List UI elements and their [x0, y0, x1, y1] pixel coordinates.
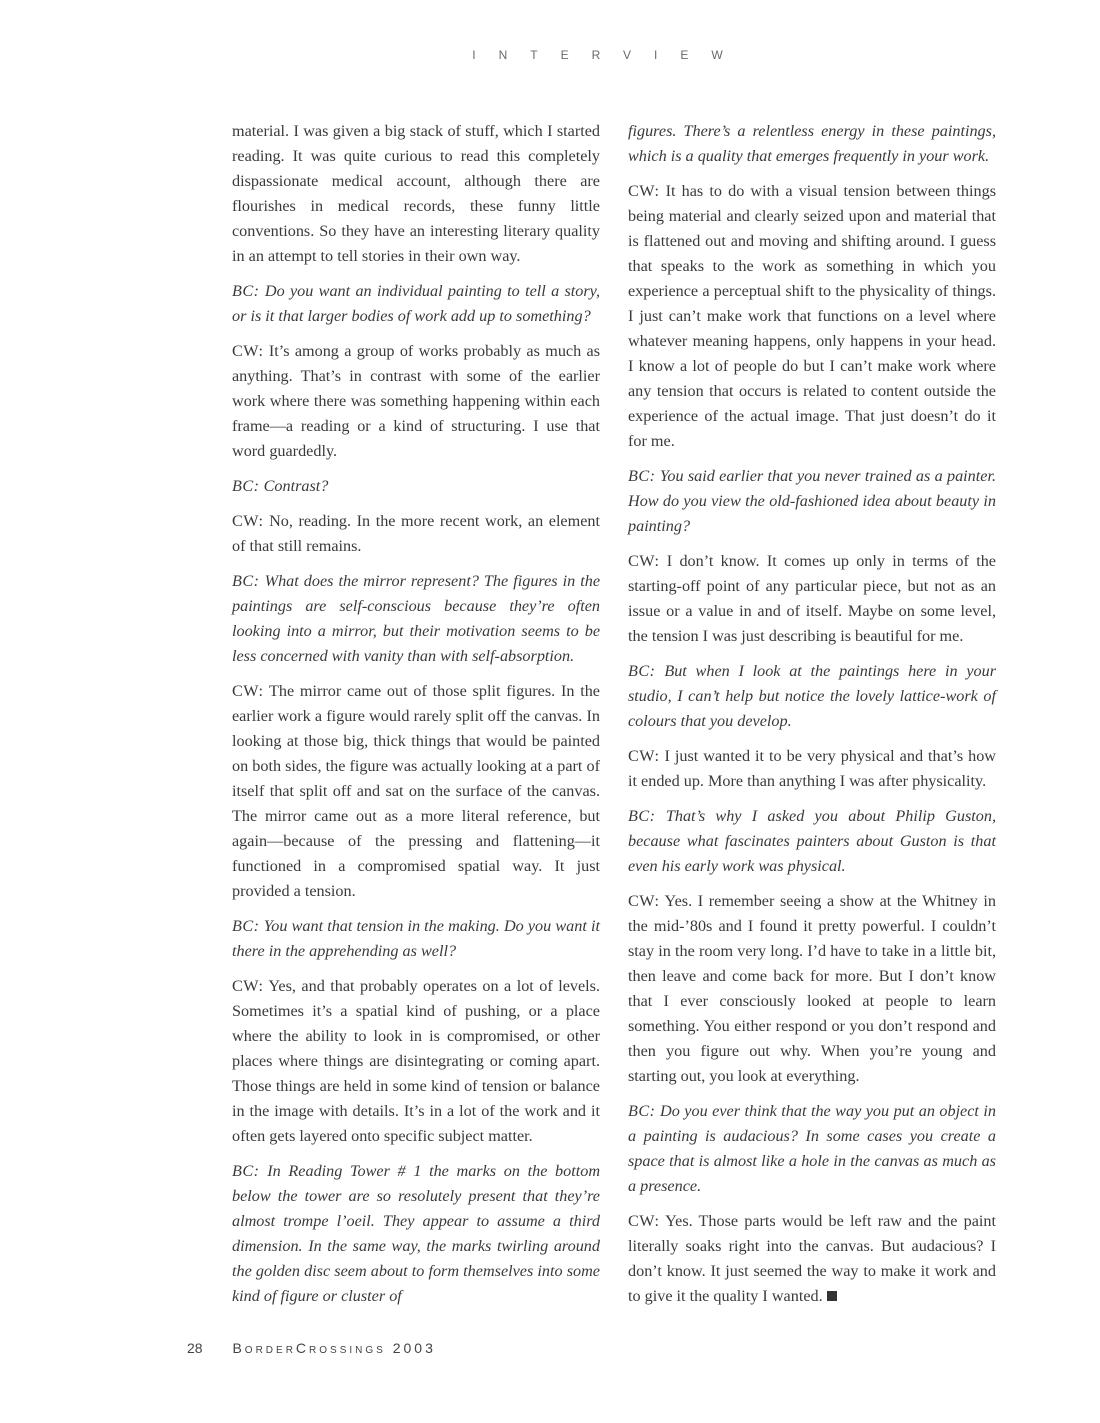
answer-paragraph: [628, 744, 996, 794]
speaker-label: CW:: [232, 512, 264, 530]
right-column: [628, 119, 996, 1319]
question-paragraph: [232, 1159, 600, 1309]
question-paragraph: [232, 474, 600, 499]
paragraph-text: But when I look at the paintings here in your studio, I can’t help but notice the lovely lattice-work of colours that you develop.: [628, 662, 996, 730]
answer-paragraph: [232, 339, 600, 464]
speaker-label: BC:: [628, 662, 656, 680]
page-number: 28: [187, 1340, 203, 1356]
answer-paragraph: [628, 889, 996, 1089]
paragraph-text: The mirror came out of those split figures. In the earlier work a figure would rarely split off the canvas. In looking at those big, thick things that would be painted on both sides, the figure was actually looking at a part of itself that split off and sat on the surface of the canvas. The mirror came out as a more literal reference, but again—because of the pressing and flattening—it functioned in a compromised spatial way. It just provided a tension.: [232, 682, 600, 900]
paragraph-text: What does the mirror represent? The figures in the paintings are self-conscious because they’re often looking into a mirror, but their motivation seems to be less concerned with vanity than with self-absorption.: [232, 572, 601, 665]
paragraph-text: Yes. I remember seeing a show at the Whitney in the mid-’80s and I found it pretty powerful. I couldn’t stay in the room very long. I’d have to take in a little bit, then leave and come back for more. But I don’t know that I ever consciously looked at people to learn something. You either respond or you don’t respond and then you figure out why. When you’re young and starting out, you look at everything.: [628, 892, 996, 1085]
question-paragraph: [628, 119, 996, 169]
paragraph-text: No, reading. In the more recent work, an element of that still remains.: [232, 512, 600, 555]
paragraph-text: Yes. Those parts would be left raw and the paint literally soaks right into the canvas. But audacious? I don’t know. It just seemed the way to make it work and to give it the quality I wanted.: [628, 1212, 996, 1305]
question-paragraph: [628, 1099, 996, 1199]
paragraph-text: Do you want an individual painting to tell a story, or is it that larger bodies of work add up to something?: [232, 282, 600, 325]
speaker-label: BC:: [232, 1162, 260, 1180]
left-column: [232, 119, 600, 1319]
answer-paragraph: [232, 119, 600, 269]
paragraph-text: figures. There’s a relentless energy in these paintings, which is a quality that emerges frequently in your work.: [628, 122, 996, 165]
answer-paragraph: [232, 974, 600, 1149]
speaker-label: CW:: [628, 1212, 660, 1230]
question-paragraph: [628, 464, 996, 539]
page-footer: [187, 1340, 436, 1356]
paragraph-text: In Reading Tower # 1 the marks on the bottom below the tower are so resolutely present that they’re almost trompe l’oeil. They appear to assume a third dimension. In the same way, the marks twirling around the golden disc seem about to form themselves into some kind of figure or cluster of: [232, 1162, 601, 1305]
paragraph-text: You said earlier that you never trained as a painter. How do you view the old-fashioned idea about beauty in painting?: [628, 467, 996, 535]
answer-paragraph: [232, 679, 600, 904]
speaker-label: BC:: [232, 477, 260, 495]
answer-paragraph: [628, 549, 996, 649]
speaker-label: BC:: [628, 1102, 656, 1120]
answer-paragraph: [232, 509, 600, 559]
speaker-label: CW:: [628, 747, 660, 765]
magazine-title: BorderCrossings 2003: [232, 1340, 436, 1356]
paragraph-text: You want that tension in the making. Do you want it there in the apprehending as well?: [232, 917, 601, 960]
speaker-label: CW:: [232, 682, 264, 700]
end-mark-icon: [827, 1291, 837, 1301]
speaker-label: CW:: [628, 182, 660, 200]
paragraph-text: Yes, and that probably operates on a lot of levels. Sometimes it’s a spatial kind of pushing, or a place where the ability to look in is compromised, or other places where things are disintegrating or coming apart. Those things are held in some kind of tension or balance in the image with details. It’s in a lot of the work and it often gets layered onto specific subject matter.: [232, 977, 601, 1145]
question-paragraph: [232, 569, 600, 669]
paragraph-text: Contrast?: [263, 477, 329, 495]
paragraph-text: It has to do with a visual tension between things being material and clearly seized upon and material that is flattened out and moving and shifting around. I guess that speaks to the work as something in which you experience a perceptual shift to the physicality of things. I just can’t make work that functions on a level where whatever meaning happens, only happens in your head. I know a lot of people do but I can’t make work where any tension that occurs is related to content outside the experience of the actual image. That just doesn’t do it for me.: [628, 182, 997, 450]
paragraph-text: It’s among a group of works probably as much as anything. That’s in contrast with some of the earlier work where there was something happening within each frame—a reading or a kind of structuring. I use that word guardedly.: [232, 342, 601, 460]
question-paragraph: [232, 279, 600, 329]
speaker-label: BC:: [628, 467, 656, 485]
speaker-label: BC:: [232, 282, 260, 300]
speaker-label: BC:: [232, 917, 260, 935]
paragraph-text: material. I was given a big stack of stuff, which I started reading. It was quite curious to read this completely dispassionate medical account, although there are flourishes in medical records, these funny little conventions. So they have an interesting literary quality in an attempt to tell stories in their own way.: [232, 122, 600, 265]
paragraph-text: I just wanted it to be very physical and that’s how it ended up. More than anything I was after physicality.: [628, 747, 997, 790]
question-paragraph: [628, 659, 996, 734]
speaker-label: CW:: [628, 552, 660, 570]
speaker-label: CW:: [232, 977, 264, 995]
question-paragraph: [628, 804, 996, 879]
answer-paragraph: [628, 179, 996, 454]
paragraph-text: That’s why I asked you about Philip Guston, because what fascinates painters about Guston is that even his early work was physical.: [628, 807, 996, 875]
paragraph-text: I don’t know. It comes up only in terms of the starting-off point of any particular piece, but not as an issue or a value in and of itself. Maybe on some level, the tension I was just describing is beautiful for me.: [628, 552, 996, 645]
speaker-label: BC:: [232, 572, 260, 590]
paragraph-text: Do you ever think that the way you put an object in a painting is audacious? In some cases you create a space that is almost like a hole in the canvas as much as a presence.: [628, 1102, 996, 1195]
answer-paragraph: [628, 1209, 996, 1309]
question-paragraph: [232, 914, 600, 964]
speaker-label: BC:: [628, 807, 656, 825]
running-head: INTERVIEW: [472, 48, 746, 62]
speaker-label: CW:: [232, 342, 264, 360]
speaker-label: CW:: [628, 892, 660, 910]
